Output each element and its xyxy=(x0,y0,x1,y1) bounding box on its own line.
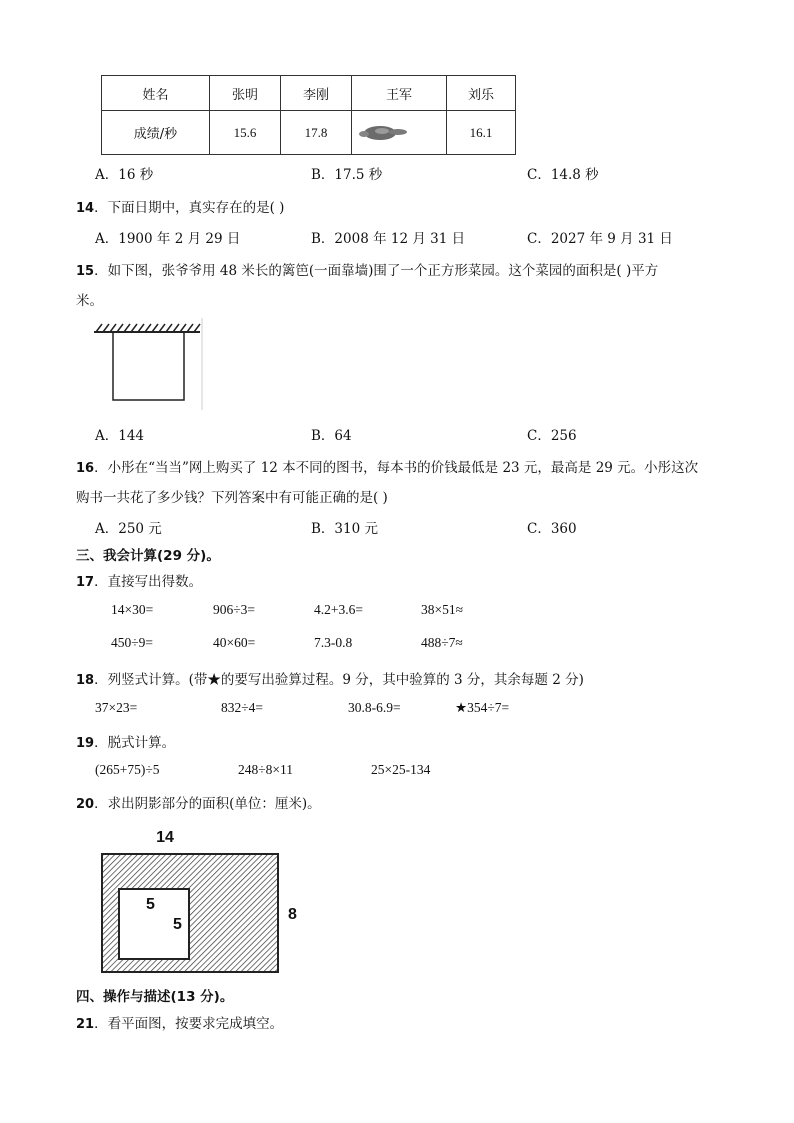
inner-height-label: 5 xyxy=(173,916,182,933)
q17-question xyxy=(76,570,202,590)
q16-question-line1 xyxy=(76,456,698,476)
q21-number: 21 xyxy=(76,1017,95,1032)
q16-option-b: B．310 元 xyxy=(311,521,378,537)
q21-question xyxy=(76,1012,283,1032)
q15-text-line1: ．如下图，张爷爷用 48 米长的篱笆(一面靠墙)围了一个正方形菜园。这个菜园的面积是( )平方 xyxy=(94,263,659,279)
q17-item-5: 450÷9= xyxy=(111,635,154,650)
q18-item-2: 832÷4= xyxy=(221,700,264,715)
q15-option-c: C．256 xyxy=(527,428,577,444)
q14-option-c: C．2027 年 9 月 31 日 xyxy=(527,231,673,247)
q14-number: 14 xyxy=(76,201,95,216)
q17-item-1: 14×30= xyxy=(111,602,154,617)
score-wangjun-ink-blot xyxy=(352,111,447,155)
q17-item-7: 7.3-0.8 xyxy=(314,635,353,650)
q18-question xyxy=(76,668,584,688)
section-3-heading: 三、我会计算(29 分)。 xyxy=(76,548,220,564)
q15-question-line1 xyxy=(76,259,658,279)
q14-question xyxy=(76,196,284,216)
q17-item-3: 4.2+3.6= xyxy=(314,602,363,617)
q17-item-2: 906÷3= xyxy=(213,602,256,617)
q16-number: 16 xyxy=(76,461,95,476)
q16-text-line1: ．小彤在“当当”网上购买了 12 本不同的图书，每本书的价钱最低是 23 元，最高是 29 元。小彤这次 xyxy=(94,460,699,476)
q15-option-b: B．64 xyxy=(311,428,352,444)
q19-question xyxy=(76,731,175,751)
q17-text: ．直接写出得数。 xyxy=(94,574,203,590)
inner-width-label: 5 xyxy=(146,896,155,913)
q18-number: 18 xyxy=(76,673,95,688)
table-header-ligang: 李刚 xyxy=(281,76,352,111)
ink-blot-icon xyxy=(358,123,410,143)
outer-height-label: 8 xyxy=(288,906,297,923)
q13-option-c: C．14.8 秒 xyxy=(527,167,599,183)
q14-option-a: A．1900 年 2 月 29 日 xyxy=(95,231,241,247)
table-row-label: 成绩/秒 xyxy=(102,111,210,155)
q20-number: 20 xyxy=(76,797,95,812)
q15-text-line2: 米。 xyxy=(76,293,103,309)
q16-text-line2: 购书一共花了多少钱？下列答案中有可能正确的是( ) xyxy=(76,490,388,506)
wall-hatching xyxy=(96,324,200,332)
section-4-heading: 四、操作与描述(13 分)。 xyxy=(76,989,234,1005)
q20-question xyxy=(76,792,321,812)
q20-text: ．求出阴影部分的面积(单位：厘米)。 xyxy=(94,796,321,812)
table-header-zhangming: 张明 xyxy=(210,76,281,111)
q16-option-a: A．250 元 xyxy=(95,521,162,537)
table-header-row xyxy=(102,76,516,111)
q19-number: 19 xyxy=(76,736,95,751)
q19-item-1: (265+75)÷5 xyxy=(95,762,160,777)
q14-option-b: B．2008 年 12 月 31 日 xyxy=(311,231,466,247)
q17-item-8: 488÷7≈ xyxy=(421,635,463,650)
q17-item-6: 40×60= xyxy=(213,635,256,650)
table-header-liule: 刘乐 xyxy=(447,76,516,111)
score-zhangming: 15.6 xyxy=(210,111,281,155)
q15-number: 15 xyxy=(76,264,95,279)
q16-option-c: C．360 xyxy=(527,521,577,537)
q19-text: ．脱式计算。 xyxy=(94,735,176,751)
q15-option-a: A．144 xyxy=(95,428,145,444)
table-row xyxy=(102,111,516,155)
q19-item-3: 25×25-134 xyxy=(371,762,431,777)
table-header-wangjun: 王军 xyxy=(352,76,447,111)
score-table xyxy=(101,75,516,155)
q18-text: ．列竖式计算。(带★的要写出验算过程。9 分，其中验算的 3 分，其余每题 2 分) xyxy=(94,672,584,688)
q14-text: ．下面日期中，真实存在的是( ) xyxy=(94,200,285,216)
q17-number: 17 xyxy=(76,575,95,590)
q18-item-3: 30.8-6.9= xyxy=(348,700,401,715)
q18-item-1: 37×23= xyxy=(95,700,138,715)
score-ligang: 17.8 xyxy=(281,111,352,155)
q13-option-a: A．16 秒 xyxy=(95,167,154,183)
outer-width-label: 14 xyxy=(156,829,174,846)
q18-item-4: ★354÷7= xyxy=(455,700,510,715)
q21-text: ．看平面图，按要求完成填空。 xyxy=(94,1016,284,1032)
q13-option-b: B．17.5 秒 xyxy=(311,167,383,183)
q19-item-2: 248÷8×11 xyxy=(238,762,294,777)
garden-wall-diagram xyxy=(92,318,206,412)
shaded-area-diagram xyxy=(96,822,306,978)
q17-item-4: 38×51≈ xyxy=(421,602,464,617)
score-liule: 16.1 xyxy=(447,111,516,155)
table-header-name: 姓名 xyxy=(102,76,210,111)
